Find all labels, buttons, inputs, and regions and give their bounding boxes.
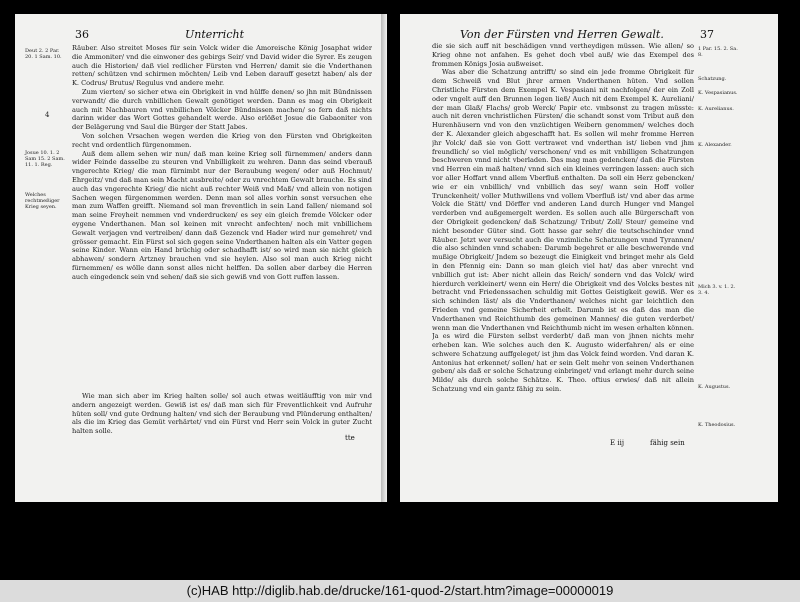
signature-mark: E iij [610, 439, 624, 447]
paragraph: Zum vierten/ so sicher etwa ein Obrigkeit in vnd hülffe denen/ so jhn mit Bündnissen verwandt/ die durch vnbillichen Gewalt genötiget werden. Dann es mag ein Obrigkeit auch mit Nachbauren vnd vnbillichen Völcker Bündnissen machen/ so fern daß nichts darinn wider das Wort Gottes gehandelt werde. Also erlößet Josue die Gabaoniter von der Belägerung vnd Saul die Bürger der Statt Jabes. [72, 87, 372, 132]
paragraph: die sie sich auff nit beschädigen vnnd vertheydigen müssen. Wie allen/ so Krieg ohne not anfahen. Es gehet doch vbel auß/ wie das Exempel des frommen Königs Josia außweiset. [432, 42, 694, 68]
source-footer: (c)HAB http://diglib.hab.de/drucke/161-quod-2/start.htm?image=00000019 [0, 580, 800, 602]
paragraph: Wie man sich aber im Krieg halten solle/ sol auch etwas weitläufftig von mir vnd andern angezeigt werden. Gewiß ist es/ daß man sich für Freventlichkeit vnd Aufruhr hüten soll/ vnd gute Ordnung halten/ vnd sich der Beraubung vnd Plünderung enthalten/ als die im Krieg das Gemüt verhärtet/ vnd ein Fürst vnd Herr sein Volck in guter Zucht halten solle. [72, 392, 372, 436]
left-margin-note: Deut 2. 2 Par. 20. 1 Sam. 10. [25, 48, 62, 60]
right-catchword: fähig sein [650, 439, 685, 447]
paragraph: Was aber die Schatzung antrifft/ so sind ein jede fromme Obrigkeit für dem Schweiß vnd Blut jhrer armen Vnderthanen hüten. Vnd sollen Christliche Fürsten dem Exempel K. Vespasiani nit nachfolgen/ der ein Zoll oder vngelt auff den Brunnen legen ließ/ Auch nit dem Exempel K. Aureliani/ der man Glaß/ Flachs/ grob Werck/ Papir etc. vmbsonst zu tragen müsste: auch nit deren vnchristlichen Fürsten/ die schandt sonst vom Tribut auß den Hurenhäusern vnd von den vnzüchtigen Weibern genommen/ welches doch der K. Alexander gleich abgeschafft hat. Es sollen wil mehr fromme Herren jhr Volck/ daß sie von Gott vertrawet vnd vnderthan ist/ lieben vnd jhm freundlich/ so viel möglich/ verschonen/ vnd es mit vnbilligen Schatzungen beschweren vnnd nicht vberladen. Das mag man gedencken/ daß die Fürsten vnd Herren ein maß halten/ vnnd sich ein kleines verringen lassen: auch sich vor aller Hoffart vnnd allem Vberfluß enthalten. Da soll ein Herz gebencken/ wie er ein vnbillich/ vnd vnbillich das sey/ wann sein Hoff voller Trunckenheit/ voller Muthwillens vnd vollem Vberfluß ist/ vnd aber das arme Volck die Stätt/ vnd Dörffer vnd anderen Land durch Hunger vnd Mangel verderben vnd außgemergelt werden. Es sollen auch alle Bürgerschaft von der Obrigkeit gedencken/ daß Schatzung/ Tribut/ Zoll/ Steur/ gemeine vnd nicht besonder Güter sind. Gott hasse gar sehr/ die teutschschinder vnnd Räuber. Jetzt wer versucht auch die vnzimliche Schatzungen vnnd Tyrannen/ die also schinden vnnd schaben: Darumb begehret er alle beschwerende vnd mußige Obrigkeit/ Jndem so bezeugt die Einigkeit vnd bringet mehr als Geld in den Pfennig ein: Dann so man gleich viel hat/ das aber vnrecht vnd vnbillich gut ist: Aber nicht allein das Reich/ sondern vnd das Volck/ wird hierdurch verkleinert/ wenn ein Herr/ die Obrigkeit vnd des Volcks bestes nit betracht vnd Friedenssachen schuldig mit Gottes Geistigkeit gewiß. Wer es sich schinden läst/ als die Vnderthanen/ welches nicht gar leichtlich den Frieden vnd gemeine Sicherheit erhelt. Darumb ist es daß das man die Vnderthanen vnd Reichthumb des gemeinen Mannes/ die guten verderbet/ wenn man die Vnderthanen vnd Reichthumb nicht im wesen erhalten können. Ja es wird die Fürsten selbst verderbt/ daß man von jhnen nichts mehr erheben kan. Wie solches auch den K. Augusto widerfahren/ als er eine schwere Schatzung auffgeleget/ ist jhm das Volck feind worden. Vnd daran K. Antonius hat erkennet/ sollen/ hat er sein Gelt mehr von seinen Vnderthanen geben/ als daß er solche Schatzung einbringet/ vnd erlangt mehr durch seine Milde/ als durch solche Schätze. K. Theo. oftius erwies/ daß nit allein Schatzung vnd ein gantz fähig zu sein. [432, 68, 694, 394]
right-margin-note: K. Aurelianus. [698, 106, 734, 112]
left-catchword: tte [345, 434, 355, 442]
right-margin-note: Mich 3. v. 1. 2. 3. 4. [698, 284, 736, 296]
right-margin-note: K. Alexander. [698, 142, 732, 148]
right-margin-note: K. Augustus. [698, 384, 731, 390]
right-running-header: Von der Fürsten vnd Herren Gewalt. [460, 28, 664, 41]
left-closing-text [72, 392, 372, 452]
right-body-text [432, 42, 694, 442]
spine-shadow [381, 14, 387, 502]
right-page-number: 37 [700, 28, 714, 41]
left-margin-note: Welches rechtmeßiger Krieg seyen. [25, 192, 60, 210]
left-running-header: Unterricht [185, 28, 244, 41]
right-margin-note: Schatzung. [698, 76, 727, 82]
right-margin-note: K. Theodosius. [698, 422, 736, 428]
paragraph: Räuber. Also streitet Moses für sein Volck wider die Amoreische König Josaphat wider die Ammoniter/ vnd die einwoner des gebirgs Seir/ vnd David wider die Syrer. Es zeugen auch die Historien/ daß viel redlicher Fürsten vnd Herren/ damit sie die Vnderthanen retten/ schützen vnd schirmen möchten/ Leib vnd Leben darauff gesetzt haben/ als der K. Codrus/ Brutus/ Regulus vnd andere mehr. [72, 44, 372, 88]
right-margin-note: K. Vespasianus. [698, 90, 738, 96]
left-body-text [72, 44, 372, 404]
left-page-number: 36 [75, 28, 89, 41]
left-margin-note: 4 [45, 111, 50, 119]
right-page [400, 14, 778, 502]
left-margin-note: Josue 10. 1. 2 Sam 15. 2 Sam. 11. 1. Reg. [25, 150, 65, 168]
right-margin-note: 1 Par. 15. 2. Sa. 8. [698, 46, 738, 58]
left-page [15, 14, 387, 502]
paragraph: Auß dem allem sehen wir nun/ daß man keine Krieg soll fürnemmen/ anders dann wider Feinde dasselbe zu steuren vnd Vnbilligkeit zu wehren. Dann das seind vberauß vngerechte Krieg/ die man fürnimbt nur der Beraubung wegen/ oder auß Hochmut/ Ehrgeitz/ vnd daß man sein Macht ausbreite/ oder zu vnrechtem Gewalt brauche. Es sind auch das vngerechte Krieg/ die nicht auß rechter Weiß vnd Maß/ vnd allein von notigen Sachen wegen fürgenommen werden. Denn man sol alles vorhin sonst versuchen ehe man zum Waffen greifft. Niemand sol man freventlich in sein Land fallen/ niemand sol man seine Freyheit nemmen vnd vnderdrucken/ es sey ein gleich fremde Völcker oder eygene Vnderthanen. Man sol keinen mit vnrecht anfechten/ noch mit vnbillichem Gewalt verjagen vnd vertreiben/ dann daß Gezenck vnd Hader wird nur gemehret/ vnd grösser gemacht. Ein Fürst sol sich gegen seine Vnderthanen halten als ein Vatter gegen seine Kinder. Wann ein Hand brüchig oder schadhafft ist/ so wird man sie nicht gleich abhawen/ sondern Artzney brauchen vnd sie heylen. Also sol man auch Krieg nicht fürnemmen/ es wölle dann sonst alles nicht helffen. Da sollen aber darbey die Herren auch eingedenck sein vnd sehen/ daß sie sich gewiß vnd von Gott ruffen lassen. [72, 149, 372, 281]
paragraph: Von solchen Vrsachen wegen werden die Krieg von den Fürsten vnd Obrigkeiten recht vnd ordentlich fürgenommen. [72, 131, 372, 149]
